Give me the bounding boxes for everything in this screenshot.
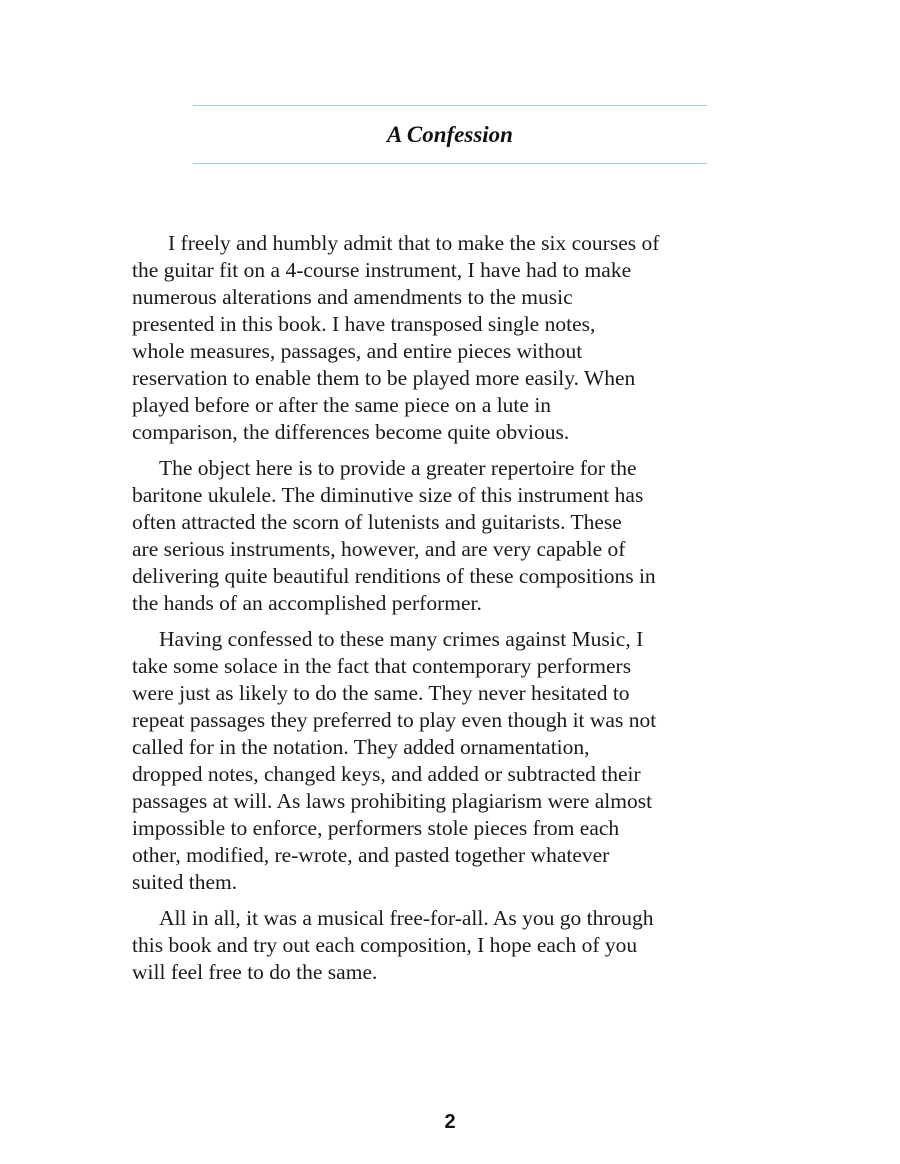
text-line: the hands of an accomplished performer. <box>132 591 482 615</box>
text-line: other, modified, re-wrote, and pasted together whatever <box>132 843 610 867</box>
text-line: dropped notes, changed keys, and added or subtracted their <box>132 762 641 786</box>
text-line: presented in this book. I have transposed single notes, <box>132 312 596 336</box>
text-line: Having confessed to these many crimes against Music, I <box>159 627 644 651</box>
text-line: will feel free to do the same. <box>132 960 378 984</box>
title-bottom-rule <box>193 163 707 164</box>
text-line: played before or after the same piece on a lute in <box>132 393 552 417</box>
text-line: All in all, it was a musical free-for-all. As you go through <box>159 906 654 930</box>
text-line: take some solace in the fact that contemporary performers <box>132 654 632 678</box>
text-line: the guitar fit on a 4-course instrument, I have had to make <box>132 258 632 282</box>
text-line: were just as likely to do the same. They never hesitated to <box>132 681 630 705</box>
text-line: often attracted the scorn of lutenists and guitarists. These <box>132 510 622 534</box>
text-line: repeat passages they preferred to play even though it was not <box>132 708 657 732</box>
body-text <box>132 230 772 995</box>
text-line: comparison, the differences become quite obvious. <box>132 420 570 444</box>
paragraph-1 <box>132 230 772 446</box>
page-title: A Confession <box>387 122 513 147</box>
text-line: I freely and humbly admit that to make the six courses of <box>168 231 660 255</box>
text-line: passages at will. As laws prohibiting plagiarism were almost <box>132 789 653 813</box>
paragraph-4 <box>132 905 772 986</box>
text-line: numerous alterations and amendments to the music <box>132 285 573 309</box>
page-number: 2 <box>444 1111 456 1133</box>
text-line: whole measures, passages, and entire pieces without <box>132 339 583 363</box>
title-top-rule <box>193 105 707 106</box>
text-line: called for in the notation. They added ornamentation, <box>132 735 590 759</box>
text-line: reservation to enable them to be played more easily. When <box>132 366 636 390</box>
text-line: suited them. <box>132 870 238 894</box>
text-line: delivering quite beautiful renditions of these compositions in <box>132 564 656 588</box>
paragraph-3 <box>132 626 772 896</box>
text-line: The object here is to provide a greater repertoire for the <box>159 456 637 480</box>
text-line: are serious instruments, however, and are very capable of <box>132 537 626 561</box>
text-line: this book and try out each composition, I hope each of you <box>132 933 638 957</box>
text-line: baritone ukulele. The diminutive size of this instrument has <box>132 483 644 507</box>
paragraph-2 <box>132 455 772 617</box>
text-line: impossible to enforce, performers stole pieces from each <box>132 816 620 840</box>
